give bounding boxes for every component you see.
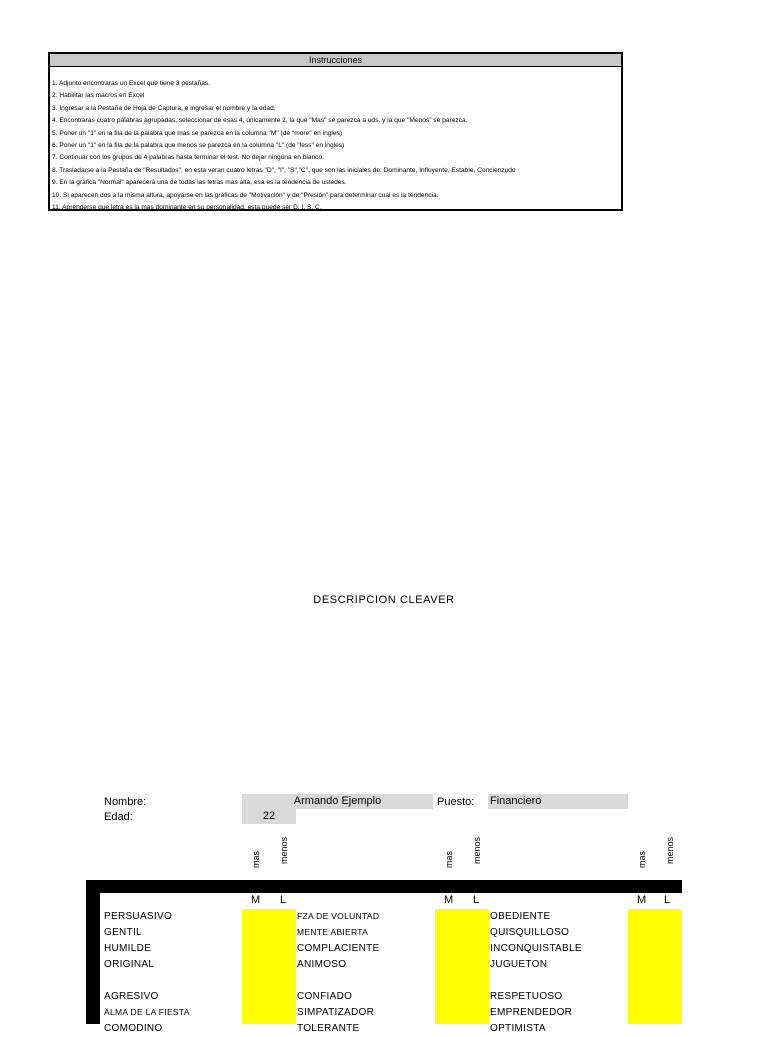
- word-cell: COMODINO: [104, 1023, 163, 1034]
- word-cell: OBEDIENTE: [490, 911, 551, 922]
- word-cell: HUMILDE: [104, 943, 152, 954]
- word-cell: ANIMOSO: [297, 959, 347, 970]
- mas-header: mas: [444, 851, 454, 869]
- answer-column-2[interactable]: [435, 909, 489, 1024]
- answer-column-1[interactable]: [242, 909, 296, 1024]
- l-column-label: L: [664, 894, 671, 906]
- word-cell: JUGUETON: [490, 959, 548, 970]
- age-label: Edad:: [104, 811, 133, 823]
- answer-column-3[interactable]: [628, 909, 682, 1024]
- word-cell: MENTE ABIERTA: [297, 927, 369, 937]
- name-label: Nombre:: [104, 796, 147, 808]
- word-cell: TOLERANTE: [297, 1023, 360, 1034]
- menos-header: menos: [279, 837, 289, 865]
- word-cell: EMPRENDEDOR: [490, 1007, 573, 1018]
- instruction-item: 8. Trasladarse a la Pestaña de "Resultados", en esta veran cuatro letras "D", "I", "S","C", que son las iniciales de: Dominante, Influyente, Estable, Concienzudo: [52, 166, 516, 174]
- word-cell: CONFIADO: [297, 991, 353, 1002]
- job-field[interactable]: Financiero: [488, 794, 628, 809]
- m-column-label: M: [444, 894, 454, 906]
- instruction-item: 1. Adjunto encontraras un Excel que tiene 3 pestañas.: [52, 80, 210, 87]
- name-field[interactable]: Armando Ejemplo: [242, 794, 433, 809]
- l-column-label: L: [473, 894, 480, 906]
- word-cell: ORIGINAL: [104, 959, 155, 970]
- instructions-list: [50, 67, 621, 214]
- menos-header: menos: [665, 837, 675, 865]
- age-field[interactable]: 22: [242, 809, 296, 824]
- word-cell: COMPLACIENTE: [297, 943, 380, 954]
- instructions-title: Instrucciones: [50, 54, 621, 67]
- header-bar: [86, 880, 682, 893]
- instruction-item: 5. Poner un "1" en la fila de la palabra que mas se parezca en la columna "M" (de "more" en ingles): [52, 129, 343, 137]
- m-column-label: M: [251, 894, 261, 906]
- mas-header: mas: [251, 851, 261, 869]
- word-cell: RESPETUOSO: [490, 991, 563, 1002]
- instruction-item: 3. Ingresar a la Pestaña de Hoja de Captura, e ingresar el nombre y la edad.: [52, 104, 276, 112]
- mas-header: mas: [637, 851, 647, 869]
- instruction-item: 9. En la gráfica "Normal" aparecerá una de todas las letras mas alta, esa es la tendencia de ustedes.: [52, 179, 347, 187]
- instruction-item: 11. Aprenderse que letra es la mas dominante en su personalidad, esta puede ser D, I, S, C.: [52, 204, 322, 212]
- word-cell: ALMA DE LA FIESTA: [104, 1007, 190, 1017]
- word-cell: FZA DE VOLUNTAD: [297, 911, 380, 921]
- word-cell: INCONQUISTABLE: [490, 943, 582, 954]
- word-cell: PERSUASIVO: [104, 911, 173, 922]
- job-label: Puesto:: [437, 796, 475, 808]
- word-cell: AGRESIVO: [104, 991, 159, 1002]
- instruction-item: 7. Continuar con los grupos de 4 palabras hasta terminar el test. No dejar ninguna en blanco.: [52, 154, 324, 162]
- word-cell: GENTIL: [104, 927, 142, 938]
- instruction-item: 4. Encontraras cuatro palabras agrupadas, seleccionar de esas 4, únicamente 2, la que "Mas" se parezca a uds. y la que "Menos" se parezca.: [52, 117, 468, 125]
- instruction-item: 6. Poner un "1" en la fila de la palabra que menos se parezca en la columna "L" (de "less" en ingles): [52, 142, 345, 150]
- word-cell: SIMPATIZADOR: [297, 1007, 375, 1018]
- instruction-item: 2. Habilitar las macros en Excel: [52, 92, 145, 100]
- word-cell: QUISQUILLOSO: [490, 927, 570, 938]
- left-border-bar: [86, 893, 100, 1024]
- l-column-label: L: [280, 894, 287, 906]
- instructions-box: [48, 52, 623, 211]
- menos-header: menos: [472, 837, 482, 865]
- m-column-label: M: [637, 894, 647, 906]
- instruction-item: 10. Si aparecen dos a la misma altura, apoyarse en las gráficas de "Motivación" y de "Presión" para determinar cual es la tendencia.: [52, 191, 439, 199]
- sheet-title: DESCRIPCION CLEAVER: [313, 594, 455, 606]
- word-cell: OPTIMISTA: [490, 1023, 546, 1034]
